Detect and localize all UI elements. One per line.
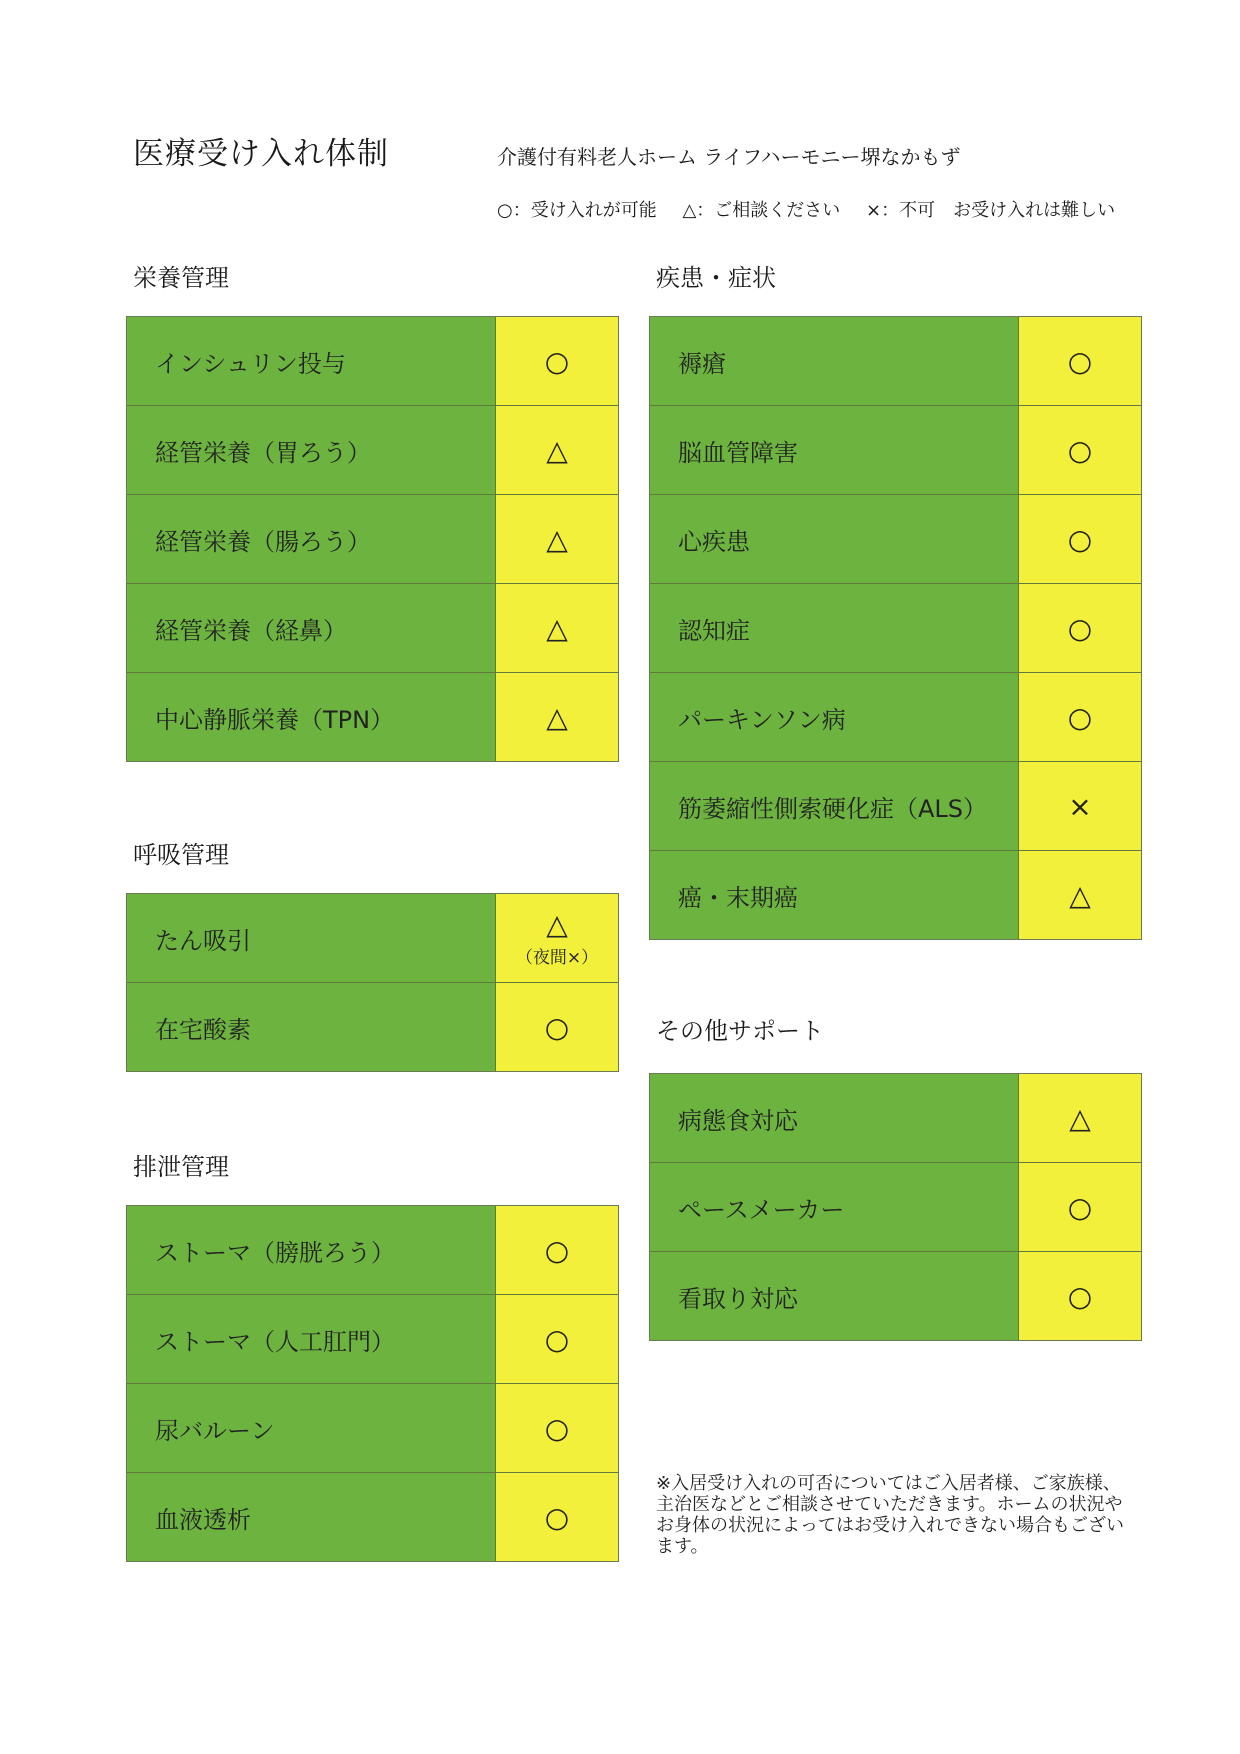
table-row [650, 673, 1141, 762]
table-row [650, 1252, 1141, 1340]
table-row [127, 1206, 618, 1295]
status-mark: ○ [496, 1384, 618, 1472]
table-excretion [126, 1205, 619, 1562]
table-row [127, 1473, 618, 1561]
section-title-excretion: 排泄管理 [133, 1153, 229, 1181]
status-note: （夜間×） [515, 948, 599, 968]
table-row [127, 317, 618, 406]
status-symbol: △ [546, 908, 568, 941]
status-mark [496, 894, 618, 982]
row-label: 癌・末期癌 [650, 851, 1019, 939]
status-mark: ○ [496, 317, 618, 405]
status-mark: △ [1019, 851, 1141, 939]
row-label: ペースメーカー [650, 1163, 1019, 1251]
legend [497, 196, 1135, 222]
table-row [650, 1163, 1141, 1252]
status-mark: × [1019, 762, 1141, 850]
footnote: ※入居受け入れの可否についてはご入居者様、ご家族様、主治医などとご相談させていただきます。ホームの状況やお身体の状況によってはお受け入れできない場合もございます。 [656, 1473, 1124, 1557]
row-label: 中心静脈栄養（TPN） [127, 673, 496, 761]
table-row [127, 673, 618, 761]
status-mark: ○ [1019, 1163, 1141, 1251]
row-label: 看取り対応 [650, 1252, 1019, 1340]
table-nutrition [126, 316, 619, 762]
status-mark: △ [1019, 1074, 1141, 1162]
table-respiratory [126, 893, 619, 1072]
status-mark: ○ [496, 1206, 618, 1294]
row-label: インシュリン投与 [127, 317, 496, 405]
status-mark: ○ [496, 1295, 618, 1383]
section-title-disease: 疾患・症状 [656, 264, 776, 292]
row-label: 経管栄養（腸ろう） [127, 495, 496, 583]
row-label: 認知症 [650, 584, 1019, 672]
table-row [650, 1074, 1141, 1163]
row-label: 病態食対応 [650, 1074, 1019, 1162]
status-mark: ○ [1019, 406, 1141, 494]
table-row [127, 495, 618, 584]
facility-name: 介護付有料老人ホーム ライフハーモニー堺なかもず [497, 145, 961, 169]
status-mark: △ [496, 584, 618, 672]
status-mark: △ [496, 673, 618, 761]
row-label: 経管栄養（経鼻） [127, 584, 496, 672]
status-mark: ○ [1019, 1252, 1141, 1340]
row-label: ストーマ（人工肛門） [127, 1295, 496, 1383]
table-row [127, 584, 618, 673]
table-row [127, 894, 618, 983]
section-title-nutrition: 栄養管理 [133, 264, 229, 292]
section-title-other: その他サポート [656, 1017, 824, 1045]
table-row [127, 1384, 618, 1473]
section-title-respiratory: 呼吸管理 [133, 841, 229, 869]
table-other [649, 1073, 1142, 1341]
status-mark: ○ [1019, 673, 1141, 761]
row-label: 筋萎縮性側索硬化症（ALS） [650, 762, 1019, 850]
table-row [650, 584, 1141, 673]
status-mark: ○ [1019, 317, 1141, 405]
table-row [650, 317, 1141, 406]
legend-consult: △：ご相談ください [682, 200, 841, 221]
table-disease [649, 316, 1142, 940]
row-label: パーキンソン病 [650, 673, 1019, 761]
status-mark: △ [496, 495, 618, 583]
table-row [650, 495, 1141, 584]
table-row [650, 851, 1141, 939]
status-mark: ○ [496, 983, 618, 1071]
status-mark: ○ [1019, 495, 1141, 583]
page-title: 医療受け入れ体制 [133, 136, 389, 172]
status-mark: ○ [1019, 584, 1141, 672]
row-label: 脳血管障害 [650, 406, 1019, 494]
legend-ok: ○：受け入れが可能 [497, 200, 657, 221]
table-row [650, 762, 1141, 851]
table-row [127, 406, 618, 495]
table-row [650, 406, 1141, 495]
row-label: ストーマ（膀胱ろう） [127, 1206, 496, 1294]
table-row [127, 983, 618, 1071]
row-label: たん吸引 [127, 894, 496, 982]
status-mark: △ [496, 406, 618, 494]
legend-no: ×：不可 お受け入れは難しい [866, 200, 1116, 221]
row-label: 在宅酸素 [127, 983, 496, 1071]
status-mark: ○ [496, 1473, 618, 1561]
table-row [127, 1295, 618, 1384]
row-label: 褥瘡 [650, 317, 1019, 405]
row-label: 尿バルーン [127, 1384, 496, 1472]
row-label: 血液透析 [127, 1473, 496, 1561]
row-label: 心疾患 [650, 495, 1019, 583]
row-label: 経管栄養（胃ろう） [127, 406, 496, 494]
